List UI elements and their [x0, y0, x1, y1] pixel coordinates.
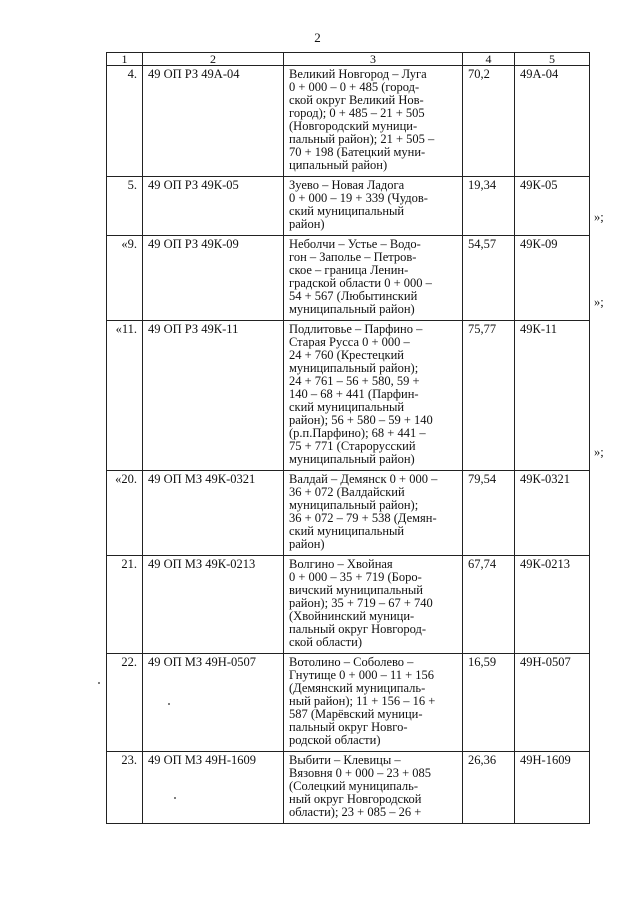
description-line: 0 + 000 – 19 + 339 (Чудов- [289, 191, 428, 205]
description-line: Великий Новгород – Луга [289, 67, 427, 81]
description-line: ский муниципальный [289, 204, 405, 218]
road-code: 49 ОП МЗ 49Н-0507 [143, 654, 284, 752]
description-line: ский муниципальный [289, 400, 405, 414]
road-description [284, 556, 463, 654]
description-line: ский муниципальный [289, 524, 405, 538]
description-line: 24 + 760 (Крестецкий [289, 348, 404, 362]
description-line: ный район); 11 + 156 – 16 + [289, 694, 436, 708]
page-number: 2 [314, 30, 321, 45]
description-line: ципальный район) [289, 158, 388, 172]
description-line: пальный округ Новго- [289, 720, 408, 734]
road-code: 49 ОП МЗ 49К-0321 [143, 471, 284, 556]
road-description [284, 66, 463, 177]
description-line: ный округ Новгородской [289, 792, 422, 806]
description-line: (р.п.Парфино); 68 + 441 – [289, 426, 426, 440]
description-line: 75 + 771 (Старорусский [289, 439, 416, 453]
road-length: 79,54 [463, 471, 515, 556]
table-header-row [107, 53, 590, 66]
row-number: «9. [107, 236, 143, 321]
description-line: ской области) [289, 635, 362, 649]
description-line: 70 + 198 (Батецкий муни- [289, 145, 426, 159]
road-id: 49К-05 [515, 177, 590, 236]
description-line: Подлитовье – Парфино – [289, 322, 423, 336]
road-length: 16,59 [463, 654, 515, 752]
road-length: 75,77 [463, 321, 515, 471]
road-length: 70,2 [463, 66, 515, 177]
description-line: Гнутище 0 + 000 – 11 + 156 [289, 668, 435, 682]
description-line: градской области 0 + 000 – [289, 276, 432, 290]
road-length: 67,74 [463, 556, 515, 654]
row-number: «20. [107, 471, 143, 556]
table-row [107, 654, 590, 752]
row-closing-quote: »; [594, 209, 604, 224]
description-line: (Демянский муниципаль- [289, 681, 426, 695]
road-description [284, 471, 463, 556]
road-code: 49 ОП РЗ 49К-11 [143, 321, 284, 471]
road-code: 49 ОП РЗ 49А-04 [143, 66, 284, 177]
table-row [107, 471, 590, 556]
road-description [284, 752, 463, 824]
description-line: Выбити – Клевицы – [289, 753, 401, 767]
description-line: муниципальный район); [289, 498, 419, 512]
description-line: (Солецкий муниципаль- [289, 779, 419, 793]
table-row [107, 752, 590, 824]
column-header: 2 [143, 53, 284, 66]
description-line: 0 + 000 – 35 + 719 (Боро- [289, 570, 422, 584]
road-length: 54,57 [463, 236, 515, 321]
column-header: 5 [515, 53, 590, 66]
description-line: город); 0 + 485 – 21 + 505 [289, 106, 425, 120]
road-code: 49 ОП РЗ 49К-05 [143, 177, 284, 236]
description-line: 140 – 68 + 441 (Парфин- [289, 387, 419, 401]
row-number: 5. [107, 177, 143, 236]
description-line: муниципальный район) [289, 302, 415, 316]
table-row [107, 236, 590, 321]
description-line: (Хвойнинский муници- [289, 609, 415, 623]
description-line: 54 + 567 (Любытинский [289, 289, 418, 303]
road-id: 49Н-0507 [515, 654, 590, 752]
row-number: 23. [107, 752, 143, 824]
road-code: 49 ОП РЗ 49К-09 [143, 236, 284, 321]
row-number: 21. [107, 556, 143, 654]
row-closing-quote: »; [594, 444, 604, 459]
description-line: (Новгородский муници- [289, 119, 418, 133]
column-header: 3 [284, 53, 463, 66]
description-line: район); 35 + 719 – 67 + 740 [289, 596, 433, 610]
road-id: 49Н-1609 [515, 752, 590, 824]
description-line: пальный район); 21 + 505 – [289, 132, 435, 146]
description-line: вичский муниципальный [289, 583, 423, 597]
description-line: район) [289, 537, 325, 551]
roads-table [106, 52, 590, 824]
table-row [107, 66, 590, 177]
description-line: пальный округ Новгород- [289, 622, 427, 636]
description-line: 587 (Марёвский муници- [289, 707, 423, 721]
table-body [107, 66, 590, 824]
description-line: муниципальный район); [289, 361, 419, 375]
description-line: родской области) [289, 733, 381, 747]
description-line: области); 23 + 085 – 26 + [289, 805, 422, 819]
column-header: 1 [107, 53, 143, 66]
description-line: гон – Заполье – Петров- [289, 250, 417, 264]
road-code: 49 ОП МЗ 49Н-1609 [143, 752, 284, 824]
description-line: Волгино – Хвойная [289, 557, 393, 571]
table-row [107, 177, 590, 236]
description-line: 0 + 000 – 0 + 485 (город- [289, 80, 420, 94]
description-line: район) [289, 217, 325, 231]
description-line: 36 + 072 (Валдайский [289, 485, 405, 499]
road-length: 26,36 [463, 752, 515, 824]
road-description [284, 236, 463, 321]
road-id: 49К-11 [515, 321, 590, 471]
row-number: 4. [107, 66, 143, 177]
description-line: 24 + 761 – 56 + 580, 59 + [289, 374, 420, 388]
description-line: муниципальный район) [289, 452, 415, 466]
road-description [284, 654, 463, 752]
table-row [107, 321, 590, 471]
description-line: район); 56 + 580 – 59 + 140 [289, 413, 433, 427]
description-line: Неболчи – Устье – Водо- [289, 237, 421, 251]
road-id: 49К-09 [515, 236, 590, 321]
description-line: 36 + 072 – 79 + 538 (Демян- [289, 511, 437, 525]
description-line: Зуево – Новая Ладога [289, 178, 405, 192]
table-row [107, 556, 590, 654]
column-header: 4 [463, 53, 515, 66]
row-number: «11. [107, 321, 143, 471]
description-line: Вотолино – Соболево – [289, 655, 414, 669]
description-line: Старая Русса 0 + 000 – [289, 335, 410, 349]
road-length: 19,34 [463, 177, 515, 236]
scan-speck [168, 703, 170, 705]
description-line: Вязовня 0 + 000 – 23 + 085 [289, 766, 432, 780]
road-description [284, 177, 463, 236]
road-description [284, 321, 463, 471]
row-closing-quote: »; [594, 294, 604, 309]
road-id: 49К-0213 [515, 556, 590, 654]
road-id: 49К-0321 [515, 471, 590, 556]
road-id: 49А-04 [515, 66, 590, 177]
description-line: Валдай – Демянск 0 + 000 – [289, 472, 438, 486]
road-code: 49 ОП МЗ 49К-0213 [143, 556, 284, 654]
scan-speck [98, 682, 100, 684]
description-line: ской округ Великий Нов- [289, 93, 424, 107]
description-line: ское – граница Ленин- [289, 263, 409, 277]
row-number: 22. [107, 654, 143, 752]
scan-speck [174, 797, 176, 799]
